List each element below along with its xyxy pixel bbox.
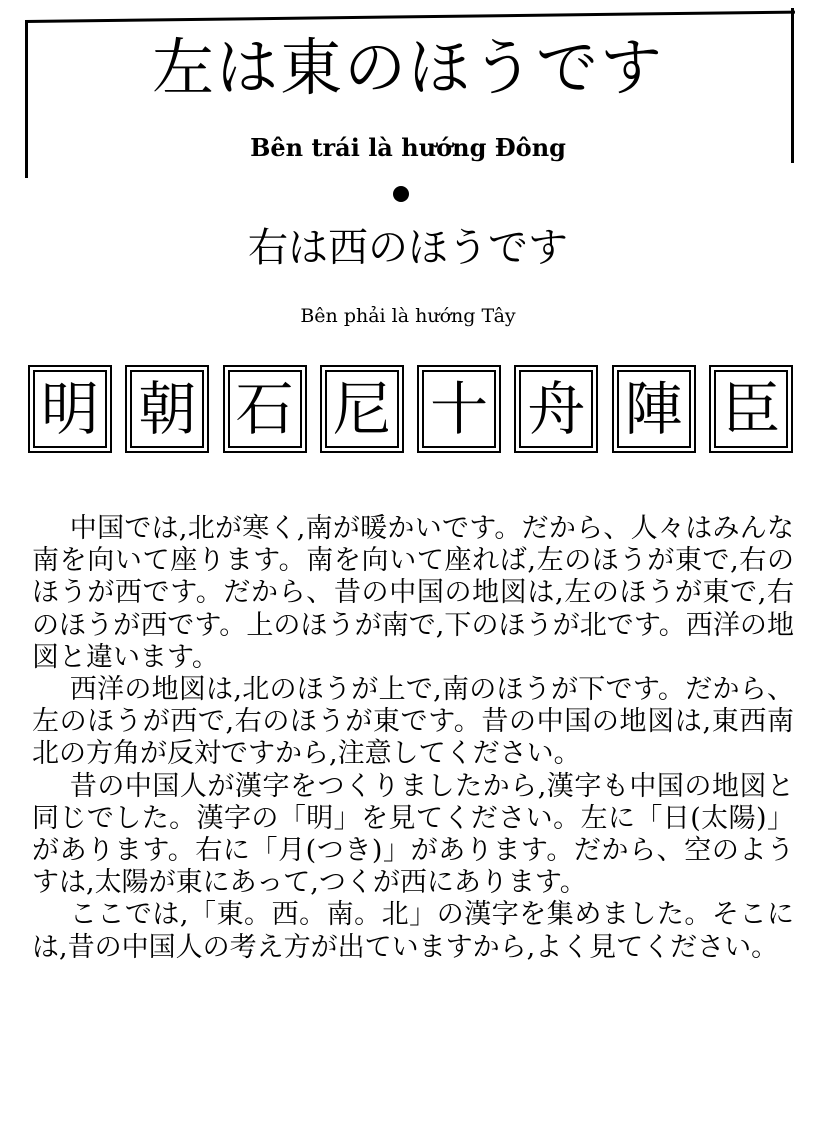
kanji-character: 尼 xyxy=(325,370,399,448)
kanji-row xyxy=(28,365,793,460)
page-title: 左は東のほうです xyxy=(151,31,664,104)
paragraph: ここでは,「東。西。南。北」の漢字を集めました。そこには,昔の中国人の考え方が出ていますから,よく見てください。 xyxy=(32,899,794,963)
paragraph: 西洋の地図は,北のほうが上で,南のほうが下です。だから、左のほうが西で,右のほうが東です。昔の中国の地図は,東西南北の方角が反対ですから,注意してください。 xyxy=(32,674,794,770)
paragraph: 昔の中国人が漢字をつくりましたから,漢字も中国の地図と同じでした。漢字の「明」を見てください。左に「日(太陽)」があります。右に「月(つき)」があります。だから、空のようすは,太陽が東にあって,つくが西にあります。 xyxy=(32,770,794,899)
kanji-box xyxy=(125,365,209,453)
paragraph: 中国では,北が寒く,南が暖かいです。だから、人々はみんな南を向いて座ります。南を向いて座れば,左のほうが東で,右のほうが西です。だから、昔の中国の地図は,左のほうが東で,右のほうが西です。上のほうが南で,下のほうが北です。西洋の地図と違います。 xyxy=(32,513,794,673)
kanji-box xyxy=(28,365,112,453)
title-frame-top-border xyxy=(25,11,795,23)
kanji-box xyxy=(709,365,793,453)
kanji-box xyxy=(612,365,696,453)
kanji-character: 臣 xyxy=(714,370,788,448)
kanji-box xyxy=(223,365,307,453)
kanji-character: 陣 xyxy=(617,370,691,448)
bullet-separator xyxy=(393,186,409,202)
second-title: 右は西のほうです xyxy=(248,225,568,271)
kanji-box xyxy=(417,365,501,453)
kanji-box xyxy=(320,365,404,453)
kanji-character: 朝 xyxy=(130,370,204,448)
kanji-character: 十 xyxy=(422,370,496,448)
kanji-character: 石 xyxy=(228,370,302,448)
kanji-box xyxy=(514,365,598,453)
page-title-translation: Bên trái là hướng Đông xyxy=(250,133,566,162)
kanji-character: 舟 xyxy=(519,370,593,448)
second-title-translation: Bên phải là hướng Tây xyxy=(300,305,516,327)
body-text xyxy=(32,513,794,964)
kanji-character: 明 xyxy=(33,370,107,448)
